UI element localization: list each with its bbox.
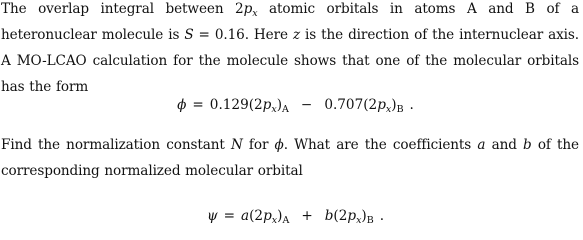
math-equals: = [192,97,204,113]
math-a: a [477,137,486,153]
math-close-paren: ) [391,97,397,113]
math-close-paren: ) [276,97,283,113]
math-b: b [324,208,334,224]
math-p: p [347,208,357,224]
math-a: a [241,208,250,224]
equation-phi [0,95,583,115]
math-z: z [292,27,301,43]
coefficient-2: 0.707 [324,97,364,113]
math-sub-x: x [271,215,278,226]
text-run: of the corresponding normalized molecular orbital [1,137,580,179]
math-close-paren: ) [277,208,283,224]
math-open-paren: (2 [333,208,348,224]
equation-psi [0,206,583,226]
math-p: p [243,1,253,17]
math-sub-x: x [356,215,362,226]
coefficient-1: 0.129 [209,97,249,113]
math-p: p [263,208,272,224]
math-S: S [184,27,194,43]
math-sub-A: A [282,215,290,226]
text-run: and [485,137,524,153]
text-run: = 0.16. Here [193,27,293,43]
math-period: . [409,97,414,113]
math-plus: + [301,208,313,224]
math-phi: ϕ [177,97,187,113]
math-sub-x: x [271,104,277,115]
text-run: The overlap integral between 2 [1,1,244,17]
math-open-paren: (2 [248,97,263,113]
text-run: . What are the coefficients [283,137,478,153]
text-run: for [242,137,275,153]
math-sub-B: B [396,104,404,115]
math-close-paren: ) [361,208,367,224]
question-paragraph [1,132,579,184]
math-sub-A: A [282,104,289,115]
math-minus: − [300,97,313,113]
math-N: N [230,137,243,153]
intro-paragraph [1,0,579,100]
math-open-paren: (2 [249,208,264,224]
math-psi: ψ [206,208,218,224]
math-open-paren: (2 [363,97,378,113]
math-sub-x: x [385,104,392,115]
text-run: Find the normalization constant [1,137,231,153]
text-run: is the direction of the internuclear axis. A MO-LCAO calculation for the molecule shows that one of the molecular orbitals has the form [1,27,580,95]
math-p: p [262,97,272,113]
math-period: . [379,208,385,224]
math-sub-x: x [252,8,258,19]
text-run: atomic orbitals in atoms A and B of a heteronuclear molecule is [1,1,579,43]
math-sub-B: B [366,215,374,226]
math-phi: ϕ [274,137,284,153]
math-p: p [377,97,386,113]
math-equals: = [223,208,235,224]
math-b: b [523,137,532,153]
